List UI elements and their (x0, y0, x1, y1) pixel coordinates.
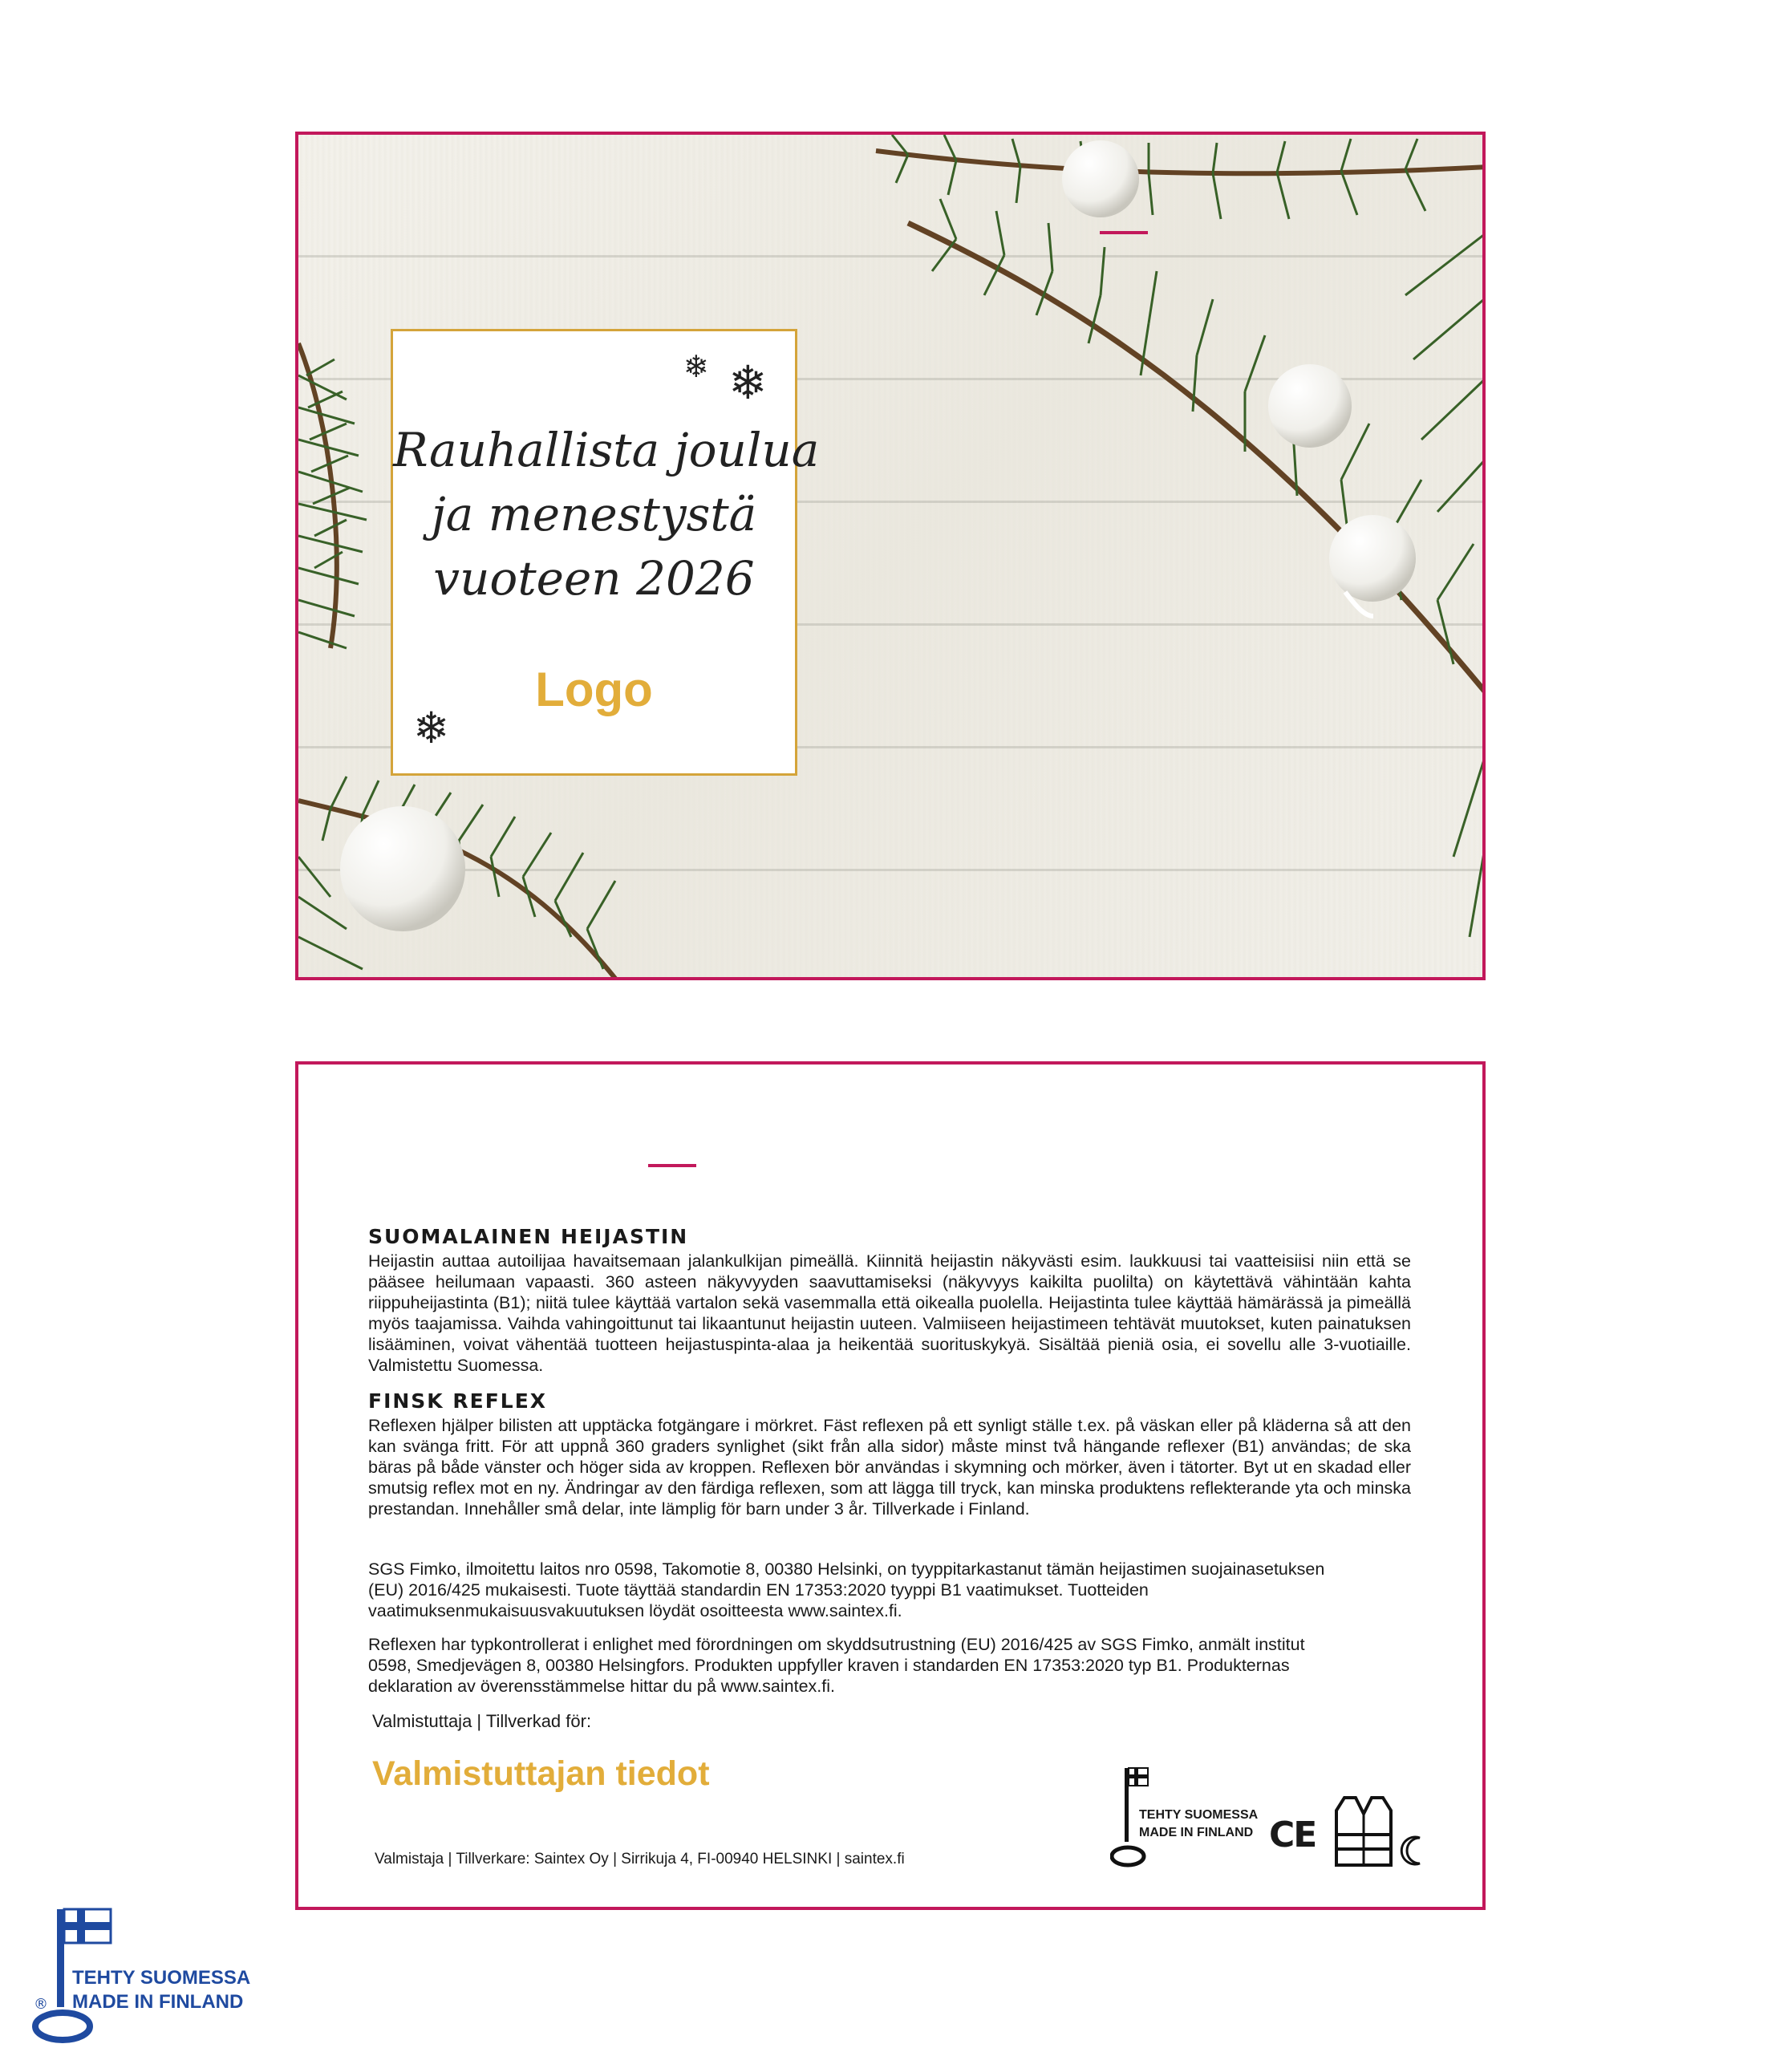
swedish-heading: FINSK REFLEX (368, 1389, 548, 1413)
crop-mark (648, 1164, 696, 1167)
greeting-card-box (391, 329, 820, 776)
manufacturer-placeholder: Valmistuttajan tiedot (372, 1754, 710, 1793)
ornament-ball (1062, 140, 1139, 217)
registered-mark: ® (34, 1996, 48, 2013)
footer-manufacturer: Valmistaja | Tillverkare: Saintex Oy | Sirrikuja 4, FI-00940 HELSINKI | saintex.fi (375, 1851, 905, 1867)
safety-vest-icon (1333, 1794, 1394, 1868)
ornament-ball (340, 806, 465, 931)
badge-line-1: TEHTY SUOMESSA (72, 1967, 251, 1989)
ce-mark-icon: CE (1269, 1815, 1316, 1855)
greeting-line-2: ja menestystä (431, 487, 757, 541)
finnish-body: Heijastin auttaa autoilijaa havaitsemaan jalankulkijan pimeällä. Kiinnitä heijastin näkyvästi esim. laukkuusi tai vaatteisiisi niin että se pääsee heilumaan vapaasti. 360 asteen näkyvyyden saavuttamiseksi (näkyvyys kaikilta puolilta) on käytettävä vähintään kahta riippuheijastinta (B1); niitä tulee käyttää vartalon sekä vasemmalla että oikealla puolella. Heijastinta tulee käyttää hämärässä ja pimeällä myös taajamissa. Vaihda vahingoittunut tai likaantunut heijastin uuteen. Valmiiseen heijastimeen tehtävät muutokset, kuten painatuksen lisääminen, voivat vähentää tuotteen heijastuspinta-alaa ja heikentää suorituskykyä. Sisältää pieniä osia, ei sovellu alle 3-vuotiaille. Valmistettu Suomessa. (368, 1251, 1411, 1375)
snowflake-icon: ❄ (413, 703, 450, 753)
snowflake-icon: ❄ (683, 349, 709, 384)
finnish-heading: SUOMALAINEN HEIJASTIN (368, 1225, 689, 1248)
card-front (295, 132, 1486, 980)
swedish-certification: Reflexen har typkontrollerat i enlighet med förordningen om skyddsutrustning (EU) 2016/425 av SGS Fimko, anmält institut 0598, Smedjevägen 8, 00380 Helsingfors. Produkten uppfyller kraven i standarden EN 17353:2020 typ B1. Produkternas deklaration av överensstämmelse hittar du på www.saintex.fi. (368, 1635, 1305, 1696)
made-in-finland-logo (1110, 1766, 1259, 1871)
greeting-line-1: Rauhallista joulua (393, 423, 820, 477)
crescent-moon-icon (1399, 1835, 1431, 1867)
finnish-certification: SGS Fimko, ilmoitettu laitos nro 0598, Takomotie 8, 00380 Helsinki, on tyyppitarkastanut tämän heijastimen suojainasetuksen (EU) 2016/425 mukaisesti. Tuote täyttää standardin EN 17353:2020 tyyppi B1 vaatimukset. Tuotteiden vaatimuksenmukaisuusvakuutuksen löydät osoitteesta www.saintex.fi. (368, 1559, 1325, 1620)
snowflake-icon: ❄ (728, 355, 768, 410)
logo-placeholder: Logo (535, 663, 653, 716)
greeting-line-3: vuoteen 2026 (433, 551, 755, 606)
badge-line-2: MADE IN FINLAND (72, 1991, 244, 2013)
crop-mark (1100, 231, 1148, 234)
card-back (295, 1061, 1486, 1910)
manufacturer-label: Valmistuttaja | Tillverkad för: (372, 1711, 592, 1731)
greeting-text (393, 418, 820, 610)
ornament-ball (1268, 364, 1352, 448)
swedish-body: Reflexen hjälper bilisten att upptäcka fotgängare i mörkret. Fäst reflexen på ett synligt ställe t.ex. på väskan eller på kläderna så att den kan svänga fritt. För att uppnå 360 graders synlighet (sikt från alla sidor) måste minst två hängande reflexer (B1) användas; de ska bäras på både vänster och höger sida av kroppen. Reflexen bör användas i skymning och mörker, även i tätorter. Byt ut en skadad eller smutsig reflex mot en ny. Ändringar av den färdiga reflexen, som att lägga till tryck, kan minska produktens reflekterande yta och minska prestandan. Innehåller små delar, inte lämplig för barn under 3 år. Tillverkade i Finland. (368, 1416, 1411, 1519)
made-in-finland-fi: TEHTY SUOMESSA (1139, 1808, 1259, 1822)
made-in-finland-badge (30, 1908, 251, 2044)
ornament-ball (1329, 515, 1416, 602)
made-in-finland-en: MADE IN FINLAND (1139, 1826, 1254, 1839)
